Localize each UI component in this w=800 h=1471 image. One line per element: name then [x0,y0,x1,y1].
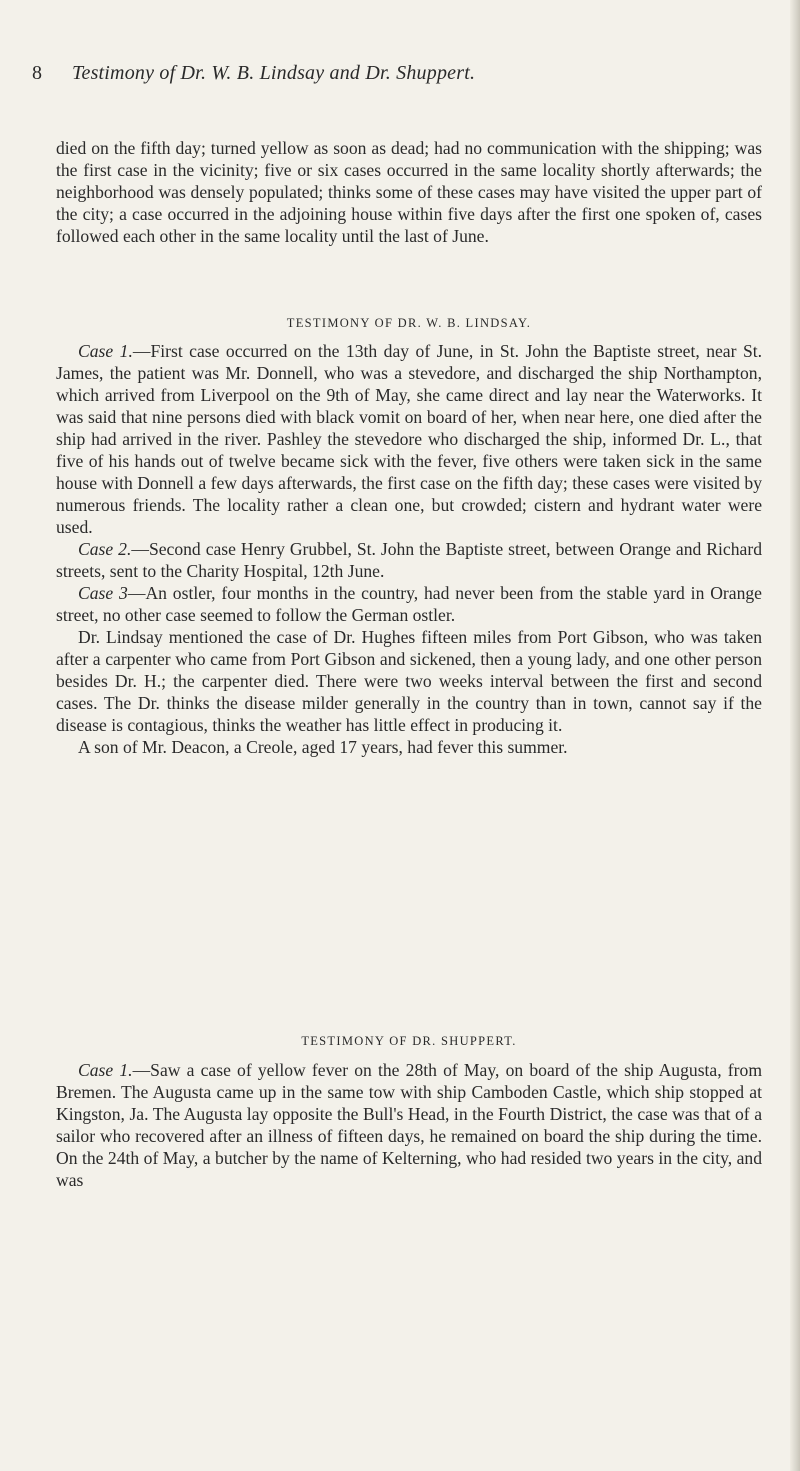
case-text: —First case occurred on the 13th day of June, in St. John the Baptiste street, near St. James, the patient was Mr. Donnell, who was a stevedore, and discharged the ship Northampton, which arrived from Liverpool on the 9th of May, she came direct and lay near the Waterworks. It was said that nine persons died with black vomit on board of her, when near here, one died after the ship had arrived in the river. Pashley the stevedore who discharged the ship, informed Dr. L., that five of his hands out of twelve became sick with the fever, five others were taken sick in the same house with Donnell a few days afterwards, the first case on the fifth day; these cases were visited by numerous friends. The locality rather a clean one, but crowded; cistern and hydrant water were used. [56,341,763,537]
shuppert-testimony [56,1059,762,1191]
case-text: —Second case Henry Grubbel, St. John the Baptiste street, between Orange and Richard streets, sent to the Charity Hospital, 12th June. [56,539,762,581]
page-number: 8 [32,62,42,84]
page-edge-shadow [790,0,800,1471]
case-label: Case 1. [78,1060,133,1080]
shuppert-case-1 [56,1059,762,1191]
lindsay-case-3 [56,582,762,626]
lindsay-heading: TESTIMONY OF DR. W. B. LINDSAY. [286,316,532,330]
lindsay-deacon-paragraph: A son of Mr. Deacon, a Creole, aged 17 years, had fever this summer. [78,737,568,757]
case-text: —An ostler, four months in the country, had never been from the stable yard in Orange street, no other case seemed to follow the German ostler. [56,583,762,625]
lindsay-hughes-paragraph: Dr. Lindsay mentioned the case of Dr. Hughes fifteen miles from Port Gibson, who was taken after a carpenter who came from Port Gibson and sickened, then a young lady, and one other person besides Dr. H.; the carpenter died. There were two weeks interval between the first and second cases. The Dr. thinks the disease milder generally in the country than in town, cannot say if the disease is contagious, thinks the weather has little effect in producing it. [56,627,762,735]
lindsay-case-2 [56,538,762,582]
intro-paragraph: died on the fifth day; turned yellow as soon as dead; had no communication with the shipping; was the first case in the vicinity; five or six cases occurred in the same locality shortly afterwards; the neighborhood was densely populated; thinks some of these cases may have visited the upper part of the city; a case occurred in the adjoining house within five days after the first one spoken of, cases followed each other in the same locality until the last of June. [56,138,762,246]
case-label: Case 3 [78,583,128,603]
intro-paragraph-block [56,137,762,247]
lindsay-case-1 [56,340,762,538]
case-text: —Saw a case of yellow fever on the 28th of May, on board of the ship Augusta, from Bremen. The Augusta came up in the same tow with ship Camboden Castle, which ship stopped at Kingston, Ja. The Augusta lay opposite the Bull's Head, in the Fourth District, the case was that of a sailor who recovered after an illness of fifteen days, he remained on board the ship during the time. On the 24th of May, a butcher by the name of Kelterning, who had resided two years in the city, and was [56,1060,762,1190]
case-label: Case 1. [78,341,133,361]
running-title: Testimony of Dr. W. B. Lindsay and Dr. Shuppert. [72,62,476,84]
case-label: Case 2. [78,539,132,559]
shuppert-heading: TESTIMONY OF DR. SHUPPERT. [301,1034,517,1048]
lindsay-testimony [56,340,762,758]
